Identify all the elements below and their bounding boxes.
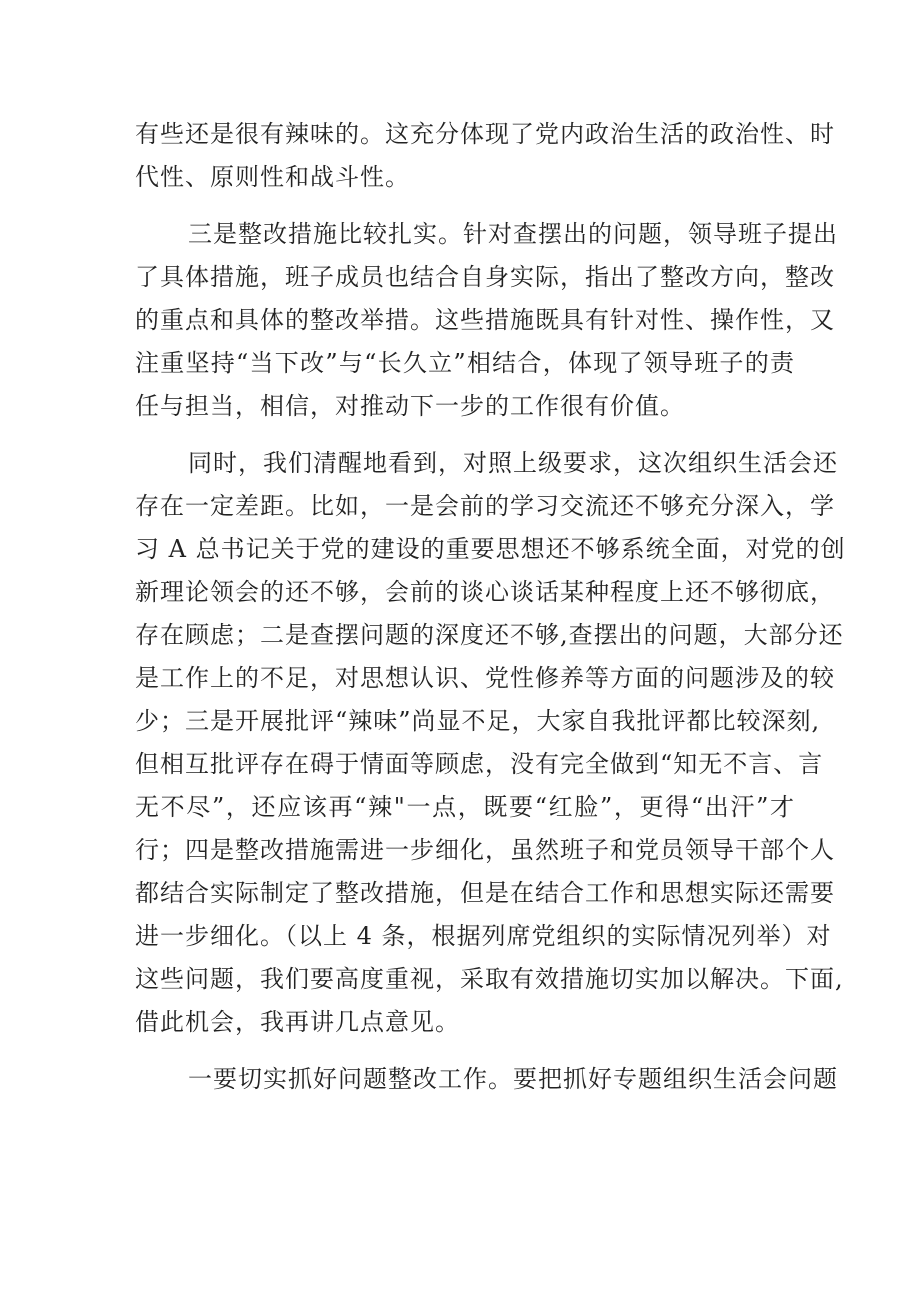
text-line: 代性、原则性和战斗性。	[135, 163, 410, 191]
text-line: 有些还是很有辣味的。这充分体现了党内政治生活的政治性、时	[135, 120, 835, 148]
text-line: 是工作上的不足，对思想认识、党性修养等方面的问题涉及的较	[135, 664, 835, 692]
document-body	[135, 113, 846, 1101]
text-line: 少；三是开展批评“辣味”尚显不足，大家自我批评都比较深刻,	[135, 707, 821, 735]
paragraph-3	[135, 442, 846, 1044]
text-line: 都结合实际制定了整改措施，但是在结合工作和思想实际还需要	[135, 879, 835, 907]
text-line: 这些问题，我们要高度重视，采取有效措施切实加以解决。下面,	[135, 965, 844, 993]
text-line: 一要切实抓好问题整改工作。要把抓好专题组织生活会问题	[188, 1065, 838, 1093]
text-line: 新理论领会的还不够，会前的谈心谈话某种程度上还不够彻底，	[135, 578, 835, 606]
text-line: 借此机会，我再讲几点意见。	[135, 1008, 460, 1036]
paragraph-2	[135, 213, 838, 428]
text-line: 存在顾虑；二是查摆问题的深度还不够,查摆出的问题，大部分还	[135, 621, 844, 649]
text-line: 三是整改措施比较扎实。针对查摆出的问题，领导班子提出	[188, 220, 838, 248]
text-line: 习 A 总书记关于党的建设的重要思想还不够系统全面，对党的创	[135, 535, 846, 563]
text-line: 但相互批评存在碍于情面等顾虑，没有完全做到“知无不言、言	[135, 750, 824, 778]
text-line: 无不尽”，还应该再“辣"一点，既要“红脸”，更得“出汗”才	[135, 793, 795, 821]
text-line: 任与担当，相信，对推动下一步的工作很有价值。	[135, 392, 685, 420]
text-line: 注重坚持“当下改”与“长久立”相结合，体现了领导班子的责	[135, 349, 795, 377]
text-line: 进一步细化。（以上 4 条，根据列席党组织的实际情况列举）对	[135, 922, 832, 950]
text-line: 了具体措施，班子成员也结合自身实际，指出了整改方向，整改	[135, 263, 835, 291]
text-line: 的重点和具体的整改举措。这些措施既具有针对性、操作性，又	[135, 306, 835, 334]
text-line: 存在一定差距。比如，一是会前的学习交流还不够充分深入，学	[135, 492, 835, 520]
paragraph-1	[135, 113, 835, 199]
text-line: 同时，我们清醒地看到，对照上级要求，这次组织生活会还	[188, 449, 838, 477]
text-line: 行；四是整改措施需进一步细化，虽然班子和党员领导干部个人	[135, 836, 835, 864]
paragraph-4	[135, 1058, 838, 1101]
